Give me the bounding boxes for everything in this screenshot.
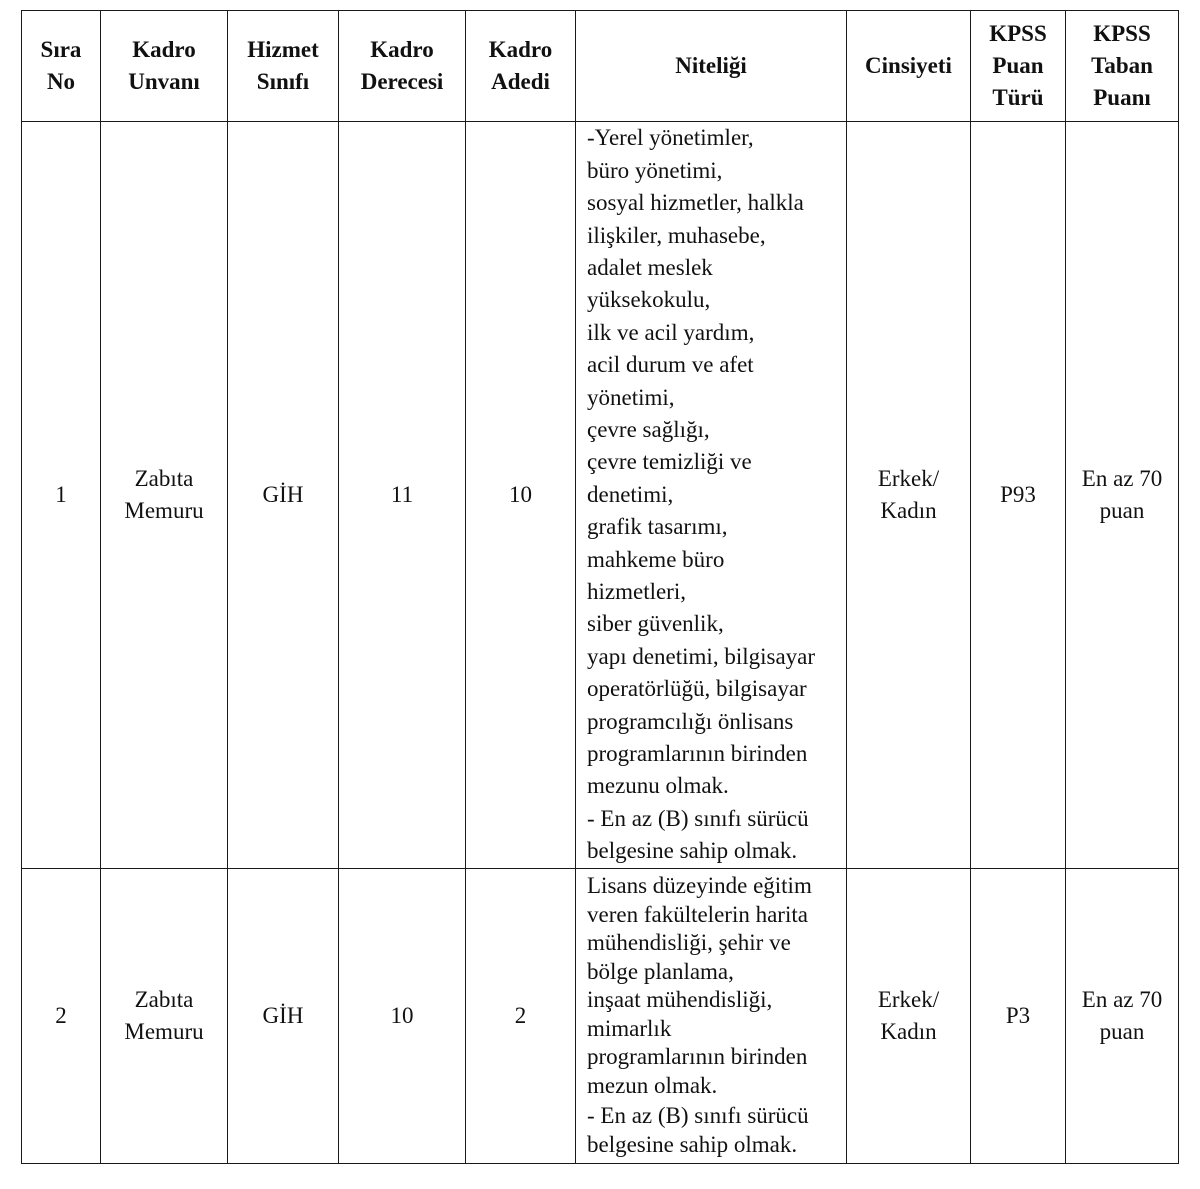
header-hizmet-sinifi: Hizmet Sınıfı xyxy=(228,11,339,122)
header-cinsiyeti: Cinsiyeti xyxy=(847,11,971,122)
table-header xyxy=(22,11,1179,122)
table-row xyxy=(22,869,1179,1164)
cell-kadro-adedi: 10 xyxy=(466,122,576,869)
header-kpss-taban-puani: KPSS Taban Puanı xyxy=(1066,11,1179,122)
kadro-table xyxy=(21,10,1179,1164)
cell-kpss-taban-puani: En az 70 puan xyxy=(1066,122,1179,869)
cell-sira-no: 2 xyxy=(22,869,101,1164)
cell-niteligi: -Yerel yönetimler, büro yönetimi, sosyal hizmetler, halkla ilişkiler, muhasebe, adalet meslek yüksekokulu, ilk ve acil yardım, acil durum ve afet yönetimi, çevre sağlığı, çevre temizliği ve denetimi, grafik tasarımı, mahkeme büro hizmetleri, siber güvenlik, yapı denetimi, bilgisayar operatörlüğü, bilgisayar programcılığı önlisans programlarının birinden mezunu olmak. - En az (B) sınıfı sürücü belgesine sahip olmak. xyxy=(576,122,847,869)
cell-hizmet-sinifi: GİH xyxy=(228,869,339,1164)
header-kadro-adedi: Kadro Adedi xyxy=(466,11,576,122)
cell-kadro-derecesi: 10 xyxy=(339,869,466,1164)
cell-kadro-unvani: Zabıta Memuru xyxy=(101,122,228,869)
cell-hizmet-sinifi: GİH xyxy=(228,122,339,869)
header-sira-no: Sıra No xyxy=(22,11,101,122)
header-kadro-unvani: Kadro Unvanı xyxy=(101,11,228,122)
header-kadro-derecesi: Kadro Derecesi xyxy=(339,11,466,122)
cell-kadro-derecesi: 11 xyxy=(339,122,466,869)
cell-kadro-adedi: 2 xyxy=(466,869,576,1164)
cell-sira-no: 1 xyxy=(22,122,101,869)
table-body xyxy=(22,122,1179,1164)
cell-kpss-puan-turu: P93 xyxy=(971,122,1066,869)
cell-kpss-taban-puani: En az 70 puan xyxy=(1066,869,1179,1164)
cell-cinsiyeti: Erkek/ Kadın xyxy=(847,869,971,1164)
cell-kadro-unvani: Zabıta Memuru xyxy=(101,869,228,1164)
cell-niteligi: Lisans düzeyinde eğitim veren fakültelerin harita mühendisliği, şehir ve bölge planlama, inşaat mühendisliği, mimarlık programlarının birinden mezun olmak. - En az (B) sınıfı sürücü belgesine sahip olmak. xyxy=(576,869,847,1164)
header-niteligi: Niteliği xyxy=(576,11,847,122)
table-row xyxy=(22,122,1179,869)
cell-cinsiyeti: Erkek/ Kadın xyxy=(847,122,971,869)
header-kpss-puan-turu: KPSS Puan Türü xyxy=(971,11,1066,122)
cell-kpss-puan-turu: P3 xyxy=(971,869,1066,1164)
header-row xyxy=(22,11,1179,122)
